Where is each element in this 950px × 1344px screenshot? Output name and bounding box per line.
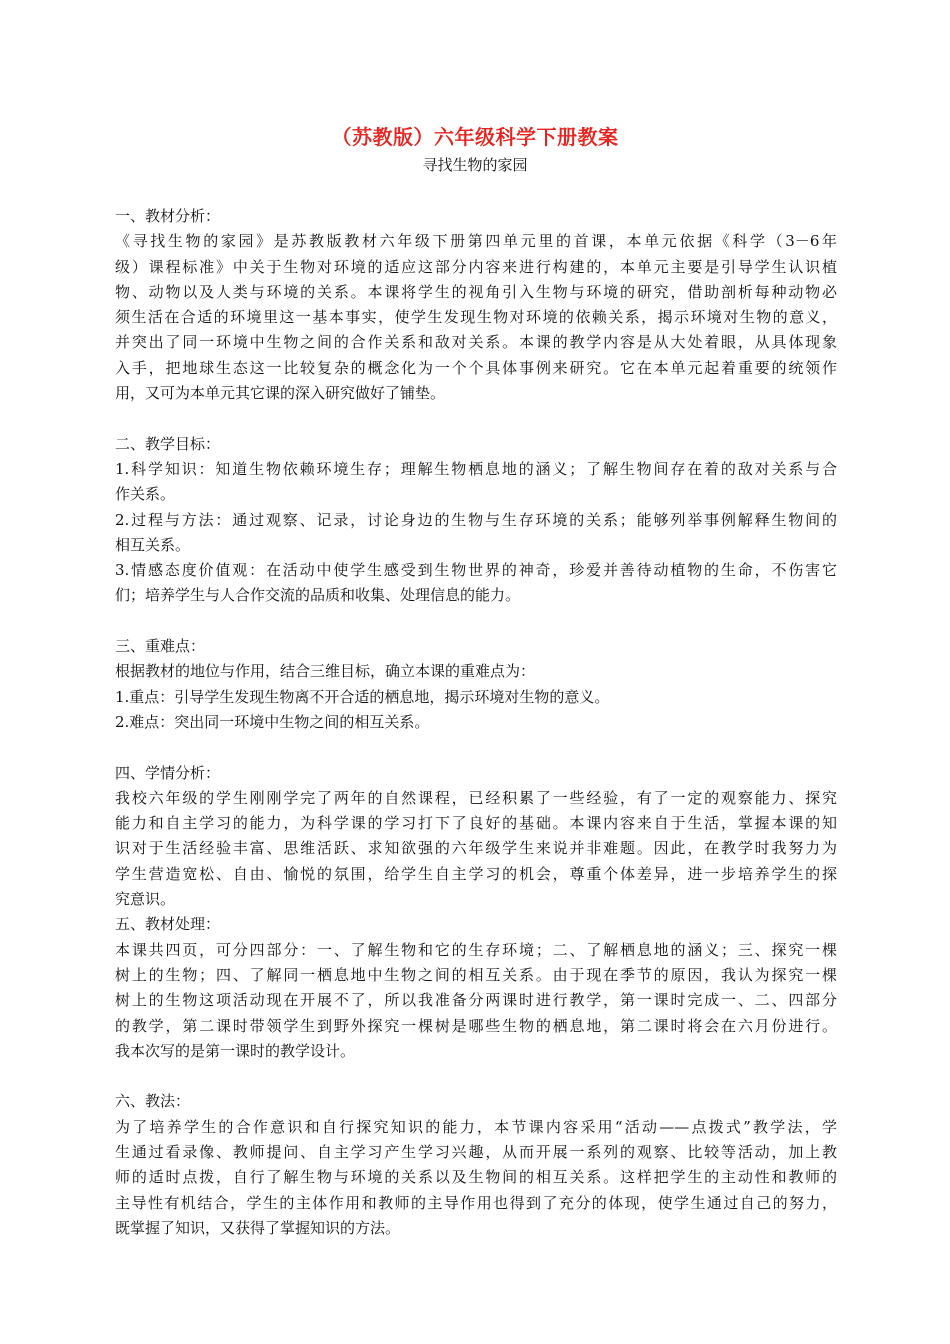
- paragraph-line: 们；培养学生与人合作交流的品质和收集、处理信息的能力。: [115, 586, 521, 605]
- paragraph-line: 物、动物以及人类与环境的关系。本课将学生的视角引入生物与环境的研究，借助剖析每种动物必: [115, 282, 837, 301]
- section-heading: 一、教材分析：: [115, 207, 221, 225]
- paragraph-line: 3.情感态度价值观：在活动中使学生感受到生物世界的神奇，珍爱并善待动植物的生命，不伤害它: [115, 561, 837, 580]
- paragraph-line: 的教学，第二课时带领学生到野外探究一棵树是哪些生物的栖息地，第二课时将会在六月份进行。: [115, 1016, 837, 1035]
- paragraph-line: 主导性有机结合，学生的主体作用和教师的主导作用也得到了充分的体现，使学生通过自己的努力，: [115, 1193, 837, 1212]
- section-gap: [115, 1064, 837, 1089]
- paragraph-line: 用，又可为本单元其它课的深入研究做好了铺垫。: [115, 384, 446, 403]
- paragraph-line: 作关系。: [115, 485, 176, 504]
- section-heading: 五、教材处理：: [115, 915, 221, 934]
- paragraph-line: 树上的生物这项活动现在开展不了，所以我准备分两课时进行教学，第一课时完成一、二、四部分: [115, 991, 837, 1010]
- paragraph-line: 1.科学知识：知道生物依赖环境生存；理解生物栖息地的涵义；了解生物间存在着的敌对关系与合: [115, 459, 837, 478]
- paragraph-line: 2.难点：突出同一环境中生物之间的相互关系。: [115, 712, 430, 731]
- document-title: （苏教版）六年级科学下册教案: [331, 125, 619, 149]
- paragraph-line: 我本次写的是第一课时的教学设计。: [115, 1041, 356, 1060]
- section-gap: [115, 609, 837, 634]
- section-key-difficult-points: [115, 634, 837, 735]
- section-textbook-analysis: [115, 204, 837, 406]
- paragraph-line: 学生营造宽松、自由、愉悦的氛围，给学生自主学习的机会，尊重个体差异，进一步培养学生的探: [115, 864, 837, 883]
- paragraph-line: 识对于生活经验丰富、思维活跃、求知欲强的六年级学生来说并非难题。因此，在教学时我努力为: [115, 839, 837, 858]
- section-heading: 四、学情分析：: [115, 763, 221, 782]
- paragraph-line: 师的适时点拨，自行了解生物与环境的关系以及生物间的相互关系。这样把学生的主动性和教师的: [115, 1168, 837, 1187]
- paragraph-line: 须生活在合适的环境里这一基本事实，使学生发现生物对环境的依赖关系，揭示环境对生物的意义，: [115, 308, 837, 327]
- document-body: [115, 204, 837, 1241]
- paragraph-line: 本课共四页，可分四部分：一、了解生物和它的生存环境；二、了解栖息地的涵义；三、探究一棵: [115, 940, 837, 959]
- paragraph-line: 树上的生物；四、了解同一栖息地中生物之间的相互关系。由于现在季节的原因，我认为探究一棵: [115, 965, 837, 984]
- paragraph-line: 既掌握了知识，又获得了掌握知识的方法。: [115, 1218, 401, 1237]
- paragraph-line: 生通过看录像、教师提问、自主学习产生学习兴趣，从而开展一系列的观察、比较等活动，加上教: [115, 1142, 837, 1161]
- paragraph-line: 相互关系。: [115, 535, 191, 554]
- paragraph-line: 为了培养学生的合作意识和自行探究知识的能力，本节课内容采用“活动——点拨式”教学法，学: [115, 1117, 837, 1136]
- paragraph-line: 入手，把地球生态这一比较复杂的概念化为一个个具体事例来研究。它在本单元起着重要的统领作: [115, 358, 837, 377]
- section-heading: 三、重难点：: [115, 637, 206, 656]
- section-gap: [115, 406, 837, 431]
- paragraph-line: 能力和自主学习的能力，为科学课的学习打下了良好的基础。本课内容来自于生活，掌握本课的知: [115, 814, 837, 833]
- paragraph-line: 级）课程标准》中关于生物对环境的适应这部分内容来进行构建的，本单元主要是引导学生认识植: [115, 257, 837, 276]
- paragraph-line: 究意识。: [115, 890, 176, 909]
- section-heading: 二、教学目标：: [115, 434, 221, 453]
- section-textbook-handling: [115, 912, 837, 1064]
- section-teaching-goals: [115, 432, 837, 609]
- paragraph-line: 《寻找生物的家园》是苏教版教材六年级下册第四单元里的首课，本单元依据《科学（3－6年: [115, 232, 837, 251]
- section-student-analysis: [115, 761, 837, 913]
- section-teaching-method: [115, 1089, 837, 1241]
- paragraph-line: 并突出了同一环境中生物之间的合作关系和敌对关系。本课的教学内容是从大处着眼，从具体现象: [115, 333, 837, 352]
- paragraph-line: 1.重点：引导学生发现生物离不开合适的栖息地，揭示环境对生物的意义。: [115, 687, 610, 706]
- paragraph-line: 我校六年级的学生刚刚学完了两年的自然课程，已经积累了一些经验，有了一定的观察能力、探究: [115, 788, 837, 807]
- section-heading: 六、教法：: [115, 1092, 191, 1111]
- document-subtitle: 寻找生物的家园: [422, 156, 528, 174]
- section-gap: [115, 735, 837, 760]
- paragraph-line: 2.过程与方法：通过观察、记录，讨论身边的生物与生存环境的关系；能够列举事例解释生物间的: [115, 510, 837, 529]
- paragraph-line: 根据教材的地位与作用，结合三维目标，确立本课的重难点为：: [115, 662, 536, 681]
